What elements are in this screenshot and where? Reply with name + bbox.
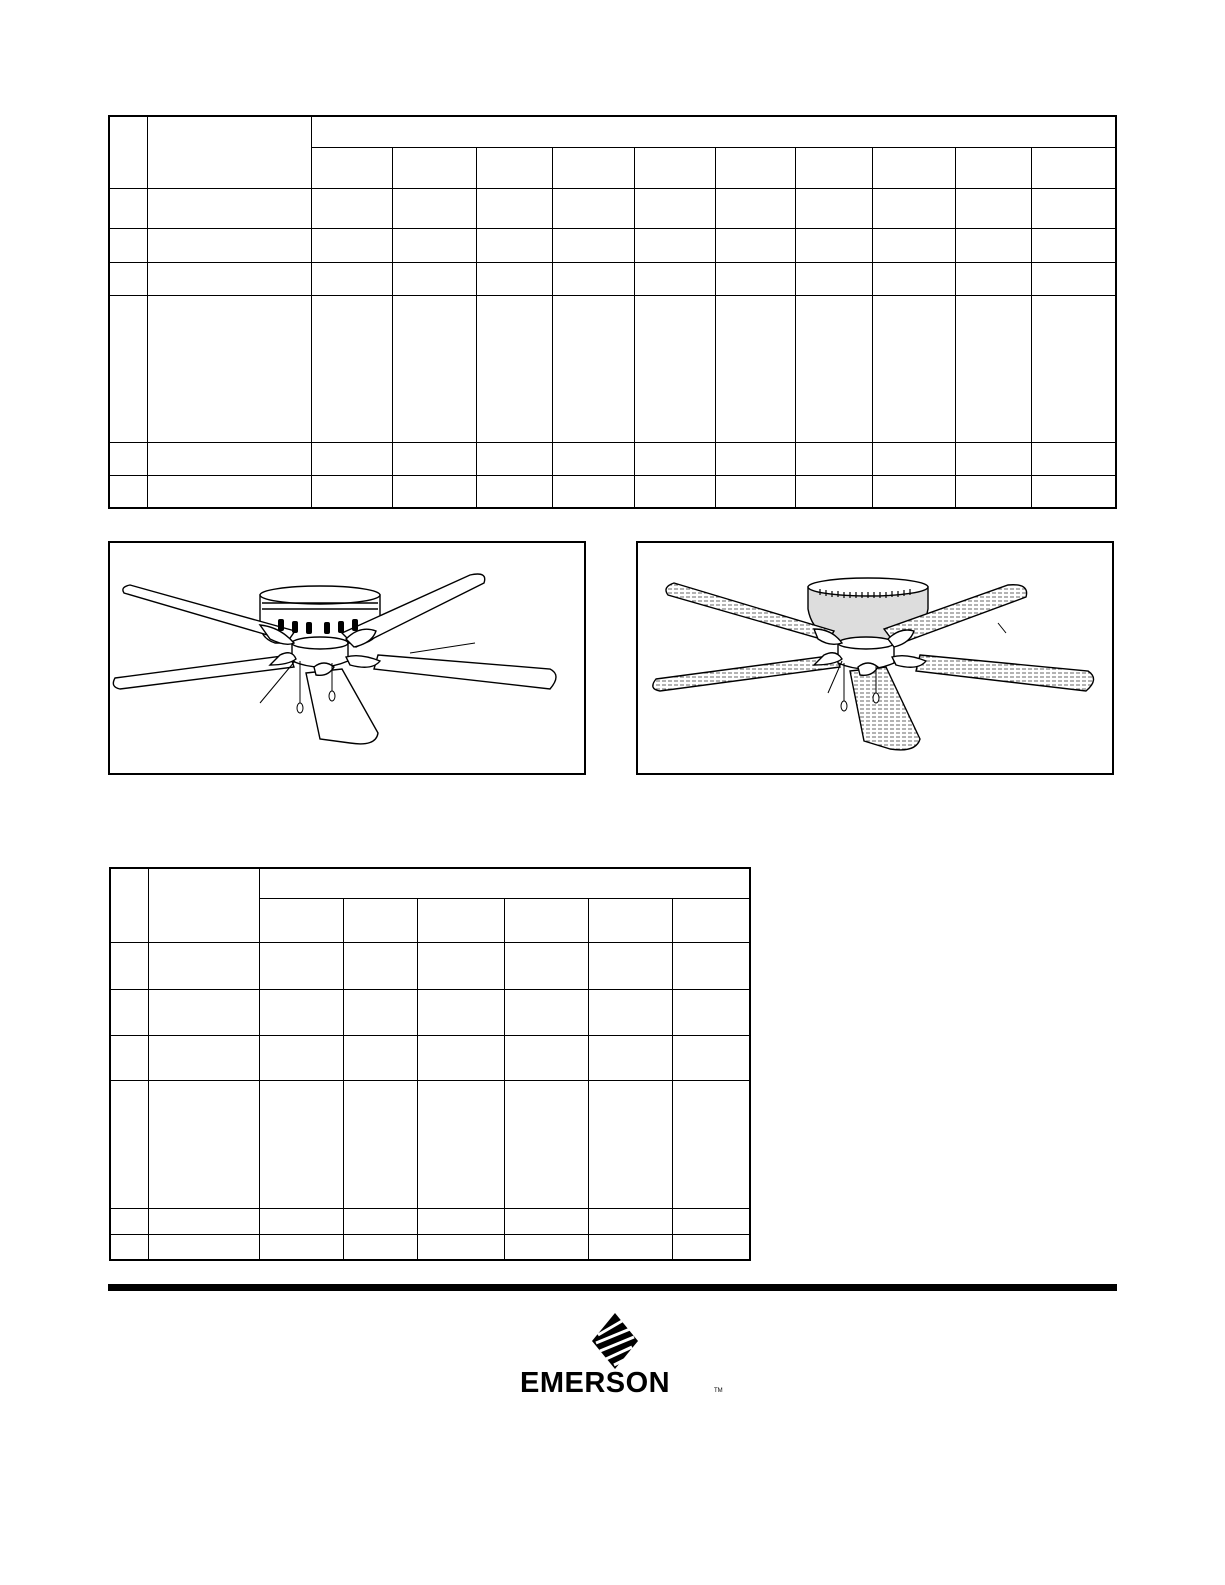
table-cell [504, 989, 588, 1035]
table-cell [110, 868, 148, 942]
table-cell [344, 898, 418, 942]
table-row [110, 1035, 750, 1080]
table-cell [1031, 262, 1116, 295]
table-cell [110, 1080, 148, 1208]
table-cell [418, 1208, 504, 1234]
table-cell [1031, 147, 1116, 188]
table-cell [476, 262, 552, 295]
ceiling-fan-illustration-patterned [638, 543, 1112, 773]
table-cell [147, 442, 311, 475]
table-cell [504, 1234, 588, 1260]
table-cell [634, 475, 715, 508]
table-cell [110, 1208, 148, 1234]
table-row [109, 228, 1116, 262]
table-cell [673, 898, 750, 942]
table-cell [796, 262, 872, 295]
table-cell [109, 295, 147, 442]
brand-logo [510, 1313, 723, 1403]
table-cell [588, 1035, 672, 1080]
table-cell [796, 442, 872, 475]
table-cell [673, 1234, 750, 1260]
table-cell [147, 228, 311, 262]
table-cell [393, 147, 476, 188]
table-cell [634, 262, 715, 295]
table-cell [956, 188, 1031, 228]
ceiling-fan-illustration [110, 543, 584, 773]
table-cell [259, 989, 343, 1035]
table-cell [504, 898, 588, 942]
brand-name: EMERSON [520, 1367, 671, 1399]
table-cell [716, 442, 796, 475]
table-cell [147, 116, 311, 188]
table-cell [1031, 295, 1116, 442]
table-cell [393, 262, 476, 295]
table-cell [259, 942, 343, 989]
table-cell [716, 147, 796, 188]
table-cell [311, 228, 392, 262]
table-cell [872, 262, 955, 295]
table-cell [109, 228, 147, 262]
table-cell [109, 442, 147, 475]
table-cell [634, 147, 715, 188]
table-cell [716, 262, 796, 295]
table-cell [109, 188, 147, 228]
table-cell [872, 442, 955, 475]
table-row [109, 295, 1116, 442]
table-cell [634, 188, 715, 228]
table-cell [716, 228, 796, 262]
table-cell [504, 1208, 588, 1234]
table-cell [393, 295, 476, 442]
table-cell [344, 989, 418, 1035]
table-cell [716, 295, 796, 442]
table-row [109, 262, 1116, 295]
table-cell [673, 942, 750, 989]
table-cell [147, 262, 311, 295]
table-cell [872, 147, 955, 188]
table-row [110, 989, 750, 1035]
table-cell [311, 188, 392, 228]
table-cell [311, 442, 392, 475]
table-cell [553, 228, 634, 262]
emerson-striped-diamond-icon [592, 1313, 638, 1369]
table-cell [109, 262, 147, 295]
table-cell [588, 989, 672, 1035]
table-cell [673, 1080, 750, 1208]
table-cell [311, 475, 392, 508]
table-cell [259, 1080, 343, 1208]
table-cell [796, 228, 872, 262]
table-cell [476, 442, 552, 475]
table-cell [476, 147, 552, 188]
table-cell [634, 295, 715, 442]
table-row [110, 868, 750, 898]
table-cell [148, 989, 259, 1035]
table-cell [588, 1234, 672, 1260]
table-cell [148, 1080, 259, 1208]
table-cell [956, 262, 1031, 295]
table-row [109, 475, 1116, 508]
table-cell [344, 1234, 418, 1260]
table-cell [259, 1234, 343, 1260]
table-cell [673, 989, 750, 1035]
table-cell [1031, 228, 1116, 262]
table-cell [311, 295, 392, 442]
table-cell [634, 228, 715, 262]
table-cell [553, 188, 634, 228]
table-cell [147, 475, 311, 508]
table-cell [393, 475, 476, 508]
table-cell [1031, 475, 1116, 508]
table-cell [147, 188, 311, 228]
table-cell [872, 475, 955, 508]
table-cell [418, 1035, 504, 1080]
table-cell [393, 188, 476, 228]
table-cell [110, 942, 148, 989]
table-cell [553, 442, 634, 475]
table-cell [259, 898, 343, 942]
table-row [110, 942, 750, 989]
table-cell [344, 1035, 418, 1080]
table-cell [956, 147, 1031, 188]
table-cell [148, 1234, 259, 1260]
table-cell [553, 262, 634, 295]
table-cell [796, 295, 872, 442]
table-cell [716, 188, 796, 228]
table-row [109, 116, 1116, 147]
table-cell [504, 942, 588, 989]
table-cell [476, 475, 552, 508]
table-cell [476, 228, 552, 262]
table-cell [393, 228, 476, 262]
table-cell [872, 228, 955, 262]
table-cell [673, 1208, 750, 1234]
table-cell [110, 989, 148, 1035]
table-cell [956, 442, 1031, 475]
table-cell [418, 1234, 504, 1260]
table-cell [588, 1080, 672, 1208]
table-cell [1031, 442, 1116, 475]
table-cell [796, 147, 872, 188]
fan-illustration-left [108, 541, 586, 775]
table-header-span [311, 116, 1116, 147]
table-cell [311, 262, 392, 295]
table-cell [553, 295, 634, 442]
table-cell [259, 1035, 343, 1080]
table-row [109, 188, 1116, 228]
table-cell [148, 868, 259, 942]
table-cell [418, 942, 504, 989]
table-cell [147, 295, 311, 442]
table-cell [476, 188, 552, 228]
table-cell [148, 1035, 259, 1080]
table-cell [956, 295, 1031, 442]
table-header-span [259, 868, 750, 898]
table-cell [344, 1080, 418, 1208]
table-cell [109, 475, 147, 508]
table-cell [956, 475, 1031, 508]
table-cell [872, 188, 955, 228]
table-cell [259, 1208, 343, 1234]
table-cell [109, 116, 147, 188]
table-cell [148, 1208, 259, 1234]
table-cell [344, 942, 418, 989]
table-cell [344, 1208, 418, 1234]
table-row [110, 1080, 750, 1208]
footer-divider [108, 1284, 1117, 1291]
table-cell [504, 1035, 588, 1080]
table-cell [588, 942, 672, 989]
table-cell [588, 898, 672, 942]
table-cell [716, 475, 796, 508]
table-cell [588, 1208, 672, 1234]
table-cell [796, 475, 872, 508]
table-cell [553, 475, 634, 508]
table-cell [148, 942, 259, 989]
trademark-mark: TM [714, 1388, 723, 1394]
spec-table-top [108, 115, 1117, 509]
table-cell [872, 295, 955, 442]
fan-illustration-right [636, 541, 1114, 775]
spec-table-bottom [109, 867, 751, 1261]
table-row [110, 1208, 750, 1234]
table-cell [418, 989, 504, 1035]
table-cell [418, 1080, 504, 1208]
table-row [109, 442, 1116, 475]
table-cell [311, 147, 392, 188]
table-cell [553, 147, 634, 188]
table-cell [418, 898, 504, 942]
table-cell [673, 1035, 750, 1080]
table-cell [110, 1035, 148, 1080]
table-cell [393, 442, 476, 475]
table-cell [1031, 188, 1116, 228]
table-cell [796, 188, 872, 228]
table-row [110, 1234, 750, 1260]
table-cell [476, 295, 552, 442]
table-cell [634, 442, 715, 475]
table-cell [956, 228, 1031, 262]
table-cell [110, 1234, 148, 1260]
table-cell [504, 1080, 588, 1208]
